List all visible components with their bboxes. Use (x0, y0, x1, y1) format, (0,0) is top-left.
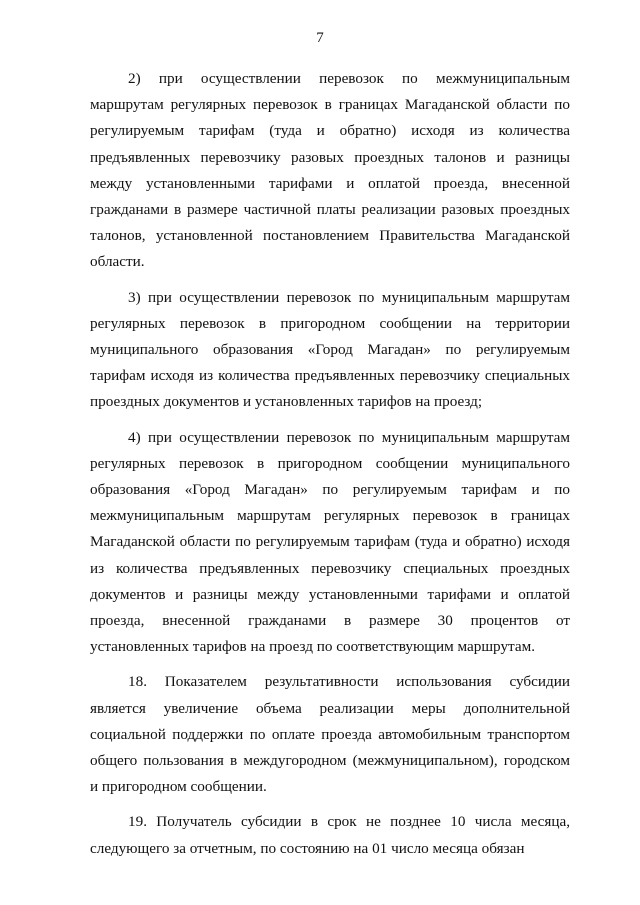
paragraph-item-2: 2) при осуществлении перевозок по межмуниципальным маршрутам регулярных перевозок в границах Магаданской области по регулируемым тарифам (туда и обратно) исходя из количества предъявленных перевозчику разовых проездных талонов и разницы между установленными тарифами и оплатой проезда, внесенной гражданами в размере частичной платы реализации разовых проездных талонов, установленной постановлением Правительства Магаданской области. (90, 70, 570, 271)
paragraph-clause-18: 18. Показателем результативности использования субсидии является увеличение объема реализации меры дополнительной социальной поддержки по оплате проезда автомобильным транспортом общего пользования в междугородном (межмуниципальном), городском и пригородном сообщении. (90, 673, 570, 796)
document-body (90, 66, 570, 862)
paragraph-item-4: 4) при осуществлении перевозок по муниципальным маршрутам регулярных перевозок в пригородном сообщении муниципального образования «Город Магадан» по регулируемым тарифам и по межмуниципальным маршрутам регулярных перевозок в границах Магаданской области по регулируемым тарифам (туда и обратно) исходя из количества предъявленных перевозчику специальных проездных документов и разницы между установленными тарифами и оплатой проезда, внесенной гражданами в размере 30 процентов от установленных тарифов на проезд по соответствующим маршрутам. (90, 428, 570, 656)
paragraph-clause-19: 19. Получатель субсидии в срок не позднее 10 числа месяца, следующего за отчетным, по состоянию на 01 число месяца обязан (90, 813, 570, 857)
page-number: 7 (316, 30, 324, 46)
paragraph-item-3: 3) при осуществлении перевозок по муниципальным маршрутам регулярных перевозок в пригородном сообщении на территории муниципального образования «Город Магадан» по регулируемым тарифам исходя из количества предъявленных перевозчику специальных проездных документов и установленных тарифов на проезд; (90, 288, 570, 411)
